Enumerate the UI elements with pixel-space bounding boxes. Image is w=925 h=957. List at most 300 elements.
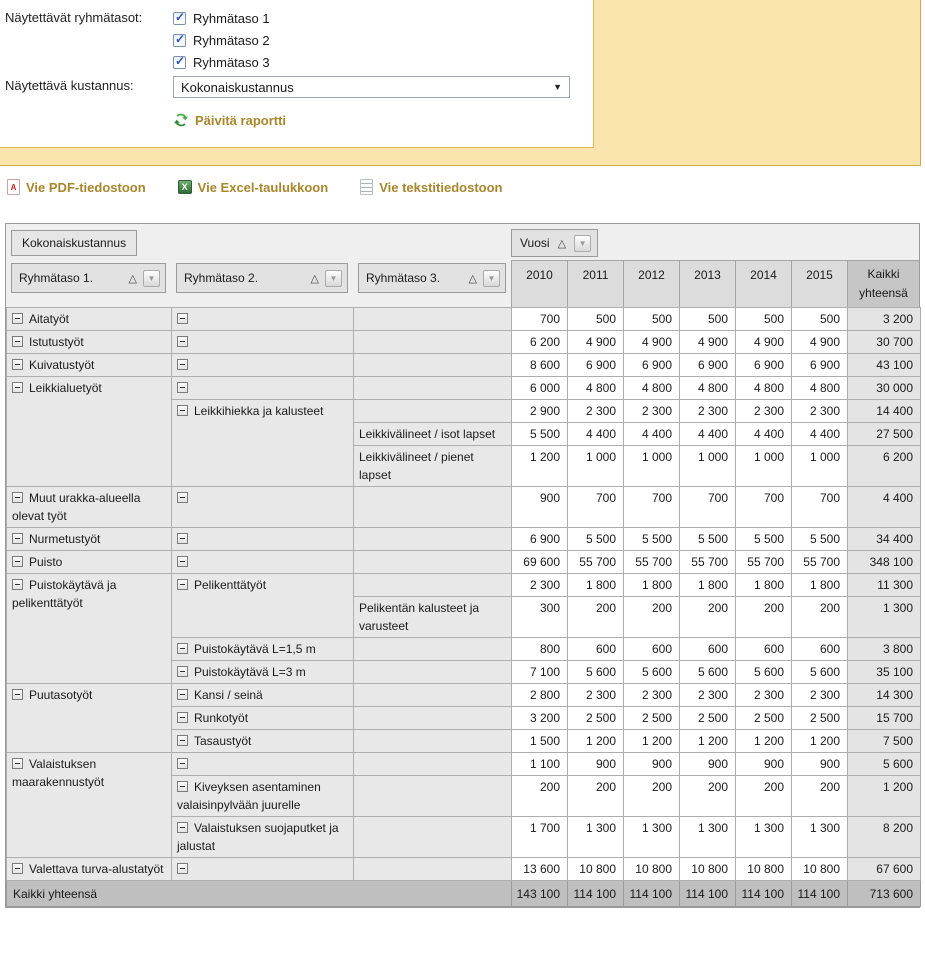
value-cell: 10 800 xyxy=(680,858,736,881)
group-level-3-cell xyxy=(354,638,512,661)
row-field-ryhmataso-2[interactable] xyxy=(176,263,348,293)
group-level-checkbox-1[interactable] xyxy=(173,7,270,29)
collapse-icon[interactable] xyxy=(12,863,23,874)
group-level-2-cell: Leikkihiekka ja kalusteet xyxy=(172,400,354,487)
group-level-1-cell: Leikkialuetyöt xyxy=(7,377,172,487)
vuosi-dropdown-button[interactable]: ▼ xyxy=(574,235,591,252)
value-cell: 6 900 xyxy=(512,528,568,551)
value-cell: 10 800 xyxy=(624,858,680,881)
value-cell: 7 100 xyxy=(512,661,568,684)
row-total-cell: 35 100 xyxy=(848,661,921,684)
value-cell: 1 500 xyxy=(512,730,568,753)
row-total-cell: 67 600 xyxy=(848,858,921,881)
group-level-2-cell xyxy=(172,487,354,528)
value-cell: 4 900 xyxy=(792,331,848,354)
grand-total-value-cell: 114 100 xyxy=(792,881,848,907)
collapse-icon[interactable] xyxy=(12,359,23,370)
checkbox-label: Ryhmätaso 1 xyxy=(193,10,270,26)
cost-label: Näytettävä kustannus: xyxy=(5,78,134,93)
export-text-link[interactable] xyxy=(360,179,502,195)
text-file-icon xyxy=(360,179,373,195)
group-level-2-cell: Pelikenttätyöt xyxy=(172,574,354,638)
table-row xyxy=(7,354,921,377)
row-total-cell: 14 400 xyxy=(848,400,921,423)
value-cell: 8 600 xyxy=(512,354,568,377)
group-level-3-cell xyxy=(354,730,512,753)
field-dropdown-button[interactable]: ▼ xyxy=(143,270,160,287)
value-cell: 6 900 xyxy=(680,354,736,377)
row-field-label: Ryhmätaso 2. xyxy=(184,271,259,285)
row-total-cell: 4 400 xyxy=(848,487,921,528)
value-cell: 4 400 xyxy=(736,423,792,446)
value-cell: 2 900 xyxy=(512,400,568,423)
export-pdf-link[interactable] xyxy=(7,179,146,195)
value-cell: 900 xyxy=(568,753,624,776)
row-total-cell: 1 300 xyxy=(848,597,921,638)
value-cell: 4 400 xyxy=(568,423,624,446)
grand-total-value-cell: 114 100 xyxy=(680,881,736,907)
value-cell: 200 xyxy=(680,776,736,817)
value-cell: 5 600 xyxy=(624,661,680,684)
group-level-1-cell: Istutustyöt xyxy=(7,331,172,354)
filter-panel xyxy=(0,0,921,166)
value-cell: 5 600 xyxy=(792,661,848,684)
value-cell: 2 300 xyxy=(624,684,680,707)
value-cell: 5 500 xyxy=(680,528,736,551)
value-cell: 5 500 xyxy=(792,528,848,551)
value-cell: 1 200 xyxy=(736,730,792,753)
row-field-label: Ryhmätaso 1. xyxy=(19,271,94,285)
collapse-icon[interactable] xyxy=(177,382,188,393)
row-total-cell: 43 100 xyxy=(848,354,921,377)
group-level-3-cell xyxy=(354,331,512,354)
group-level-3-cell: Leikkivälineet / pienet lapset xyxy=(354,446,512,487)
year-column-header: 2015 xyxy=(791,260,847,307)
value-cell: 1 000 xyxy=(680,446,736,487)
pivot-table xyxy=(5,223,920,908)
value-cell: 5 600 xyxy=(680,661,736,684)
value-cell: 900 xyxy=(512,487,568,528)
value-cell: 5 500 xyxy=(736,528,792,551)
checkbox-icon[interactable] xyxy=(173,53,186,69)
value-cell: 1 800 xyxy=(568,574,624,597)
value-cell: 55 700 xyxy=(680,551,736,574)
value-cell: 2 300 xyxy=(624,400,680,423)
group-level-2-cell: Puistokäytävä L=1,5 m xyxy=(172,638,354,661)
value-cell: 10 800 xyxy=(792,858,848,881)
value-cell: 1 200 xyxy=(568,730,624,753)
value-cell: 69 600 xyxy=(512,551,568,574)
value-cell: 1 000 xyxy=(736,446,792,487)
value-cell: 500 xyxy=(792,308,848,331)
value-cell: 600 xyxy=(568,638,624,661)
grand-total-value-cell: 114 100 xyxy=(568,881,624,907)
collapse-icon[interactable] xyxy=(177,492,188,503)
checkbox-tick-icon: ✓ xyxy=(175,53,186,68)
value-cell: 4 400 xyxy=(624,423,680,446)
select-arrow-icon: ▼ xyxy=(553,82,562,92)
value-cell: 1 800 xyxy=(792,574,848,597)
table-row xyxy=(7,551,921,574)
table-row xyxy=(7,528,921,551)
row-total-cell: 14 300 xyxy=(848,684,921,707)
collapse-icon[interactable] xyxy=(12,556,23,567)
row-total-cell: 15 700 xyxy=(848,707,921,730)
row-total-cell: 3 800 xyxy=(848,638,921,661)
value-cell: 700 xyxy=(680,487,736,528)
value-cell: 13 600 xyxy=(512,858,568,881)
value-cell: 5 500 xyxy=(512,423,568,446)
value-cell: 6 900 xyxy=(792,354,848,377)
checkbox-tick-icon: ✓ xyxy=(175,9,186,24)
value-cell: 1 200 xyxy=(512,446,568,487)
value-cell: 200 xyxy=(624,776,680,817)
table-row xyxy=(7,574,921,597)
export-excel-label: Vie Excel-taulukkoon xyxy=(197,179,329,195)
sort-ascending-icon[interactable]: △ xyxy=(557,237,567,250)
value-cell: 4 800 xyxy=(680,377,736,400)
total-column-header: Kaikki yhteensä xyxy=(847,260,919,307)
checkbox-tick-icon: ✓ xyxy=(175,31,186,46)
group-level-1-cell: Kuivatustyöt xyxy=(7,354,172,377)
column-field-vuosi[interactable] xyxy=(511,229,598,257)
group-level-3-cell xyxy=(354,776,512,817)
table-row xyxy=(7,753,921,776)
value-cell: 900 xyxy=(680,753,736,776)
table-row xyxy=(7,331,921,354)
value-cell: 1 300 xyxy=(624,817,680,858)
table-row xyxy=(7,377,921,400)
collapse-icon[interactable] xyxy=(177,689,188,700)
value-cell: 2 500 xyxy=(680,707,736,730)
value-cell: 1 300 xyxy=(736,817,792,858)
group-level-2-cell xyxy=(172,551,354,574)
value-cell: 6 900 xyxy=(624,354,680,377)
group-level-2-cell: Puistokäytävä L=3 m xyxy=(172,661,354,684)
excel-file-icon: X xyxy=(178,180,192,194)
value-cell: 900 xyxy=(736,753,792,776)
collapse-icon[interactable] xyxy=(177,643,188,654)
value-cell: 4 800 xyxy=(624,377,680,400)
group-level-3-cell xyxy=(354,400,512,423)
group-level-1-cell: Muut urakka-alueella olevat työt xyxy=(7,487,172,528)
row-field-ryhmataso-3[interactable] xyxy=(358,263,506,293)
value-cell: 6 000 xyxy=(512,377,568,400)
collapse-icon[interactable] xyxy=(177,735,188,746)
row-total-cell: 1 200 xyxy=(848,776,921,817)
grand-total-value-cell: 143 100 xyxy=(512,881,568,907)
year-column-header: 2011 xyxy=(567,260,623,307)
row-total-cell: 7 500 xyxy=(848,730,921,753)
value-cell: 6 900 xyxy=(736,354,792,377)
checkbox-icon[interactable] xyxy=(173,31,186,47)
year-header-row xyxy=(511,260,919,307)
group-level-3-cell xyxy=(354,707,512,730)
group-level-2-cell xyxy=(172,753,354,776)
group-level-2-cell: Tasaustyöt xyxy=(172,730,354,753)
measure-field-button[interactable]: Kokonaiskustannus xyxy=(11,230,137,256)
group-level-2-cell xyxy=(172,354,354,377)
collapse-icon[interactable] xyxy=(177,556,188,567)
group-level-3-cell: Leikkivälineet / isot lapset xyxy=(354,423,512,446)
group-level-1-cell: Aitatyöt xyxy=(7,308,172,331)
grand-total-row xyxy=(7,881,921,907)
collapse-icon[interactable] xyxy=(12,533,23,544)
value-cell: 2 300 xyxy=(792,400,848,423)
checkbox-icon[interactable] xyxy=(173,9,186,25)
value-cell: 1 000 xyxy=(792,446,848,487)
value-cell: 200 xyxy=(736,776,792,817)
value-cell: 1 800 xyxy=(680,574,736,597)
row-total-cell: 27 500 xyxy=(848,423,921,446)
value-cell: 4 800 xyxy=(736,377,792,400)
value-cell: 6 900 xyxy=(568,354,624,377)
value-cell: 4 800 xyxy=(568,377,624,400)
group-level-2-cell xyxy=(172,377,354,400)
collapse-icon[interactable] xyxy=(177,666,188,677)
collapse-icon[interactable] xyxy=(177,712,188,723)
value-cell: 1 800 xyxy=(624,574,680,597)
cost-select-value: Kokonaiskustannus xyxy=(181,79,294,95)
value-cell: 6 200 xyxy=(512,331,568,354)
collapse-icon[interactable] xyxy=(177,533,188,544)
group-level-3-cell xyxy=(354,377,512,400)
value-cell: 200 xyxy=(568,597,624,638)
group-level-3-cell xyxy=(354,308,512,331)
value-cell: 1 200 xyxy=(792,730,848,753)
value-cell: 200 xyxy=(624,597,680,638)
collapse-icon[interactable] xyxy=(12,382,23,393)
collapse-icon[interactable] xyxy=(177,863,188,874)
value-cell: 600 xyxy=(680,638,736,661)
cost-select[interactable] xyxy=(173,76,570,98)
group-level-3-cell xyxy=(354,551,512,574)
value-cell: 1 300 xyxy=(792,817,848,858)
pdf-file-icon: A xyxy=(7,179,20,195)
value-cell: 55 700 xyxy=(736,551,792,574)
pivot-header xyxy=(6,224,919,307)
filter-form xyxy=(0,0,594,148)
checkbox-label: Ryhmätaso 2 xyxy=(193,32,270,48)
value-cell: 1 700 xyxy=(512,817,568,858)
value-cell: 900 xyxy=(624,753,680,776)
row-total-cell: 5 600 xyxy=(848,753,921,776)
group-level-checkbox-group xyxy=(173,7,270,73)
value-cell: 1 200 xyxy=(680,730,736,753)
group-level-2-cell xyxy=(172,858,354,881)
value-cell: 500 xyxy=(680,308,736,331)
row-total-cell: 6 200 xyxy=(848,446,921,487)
value-cell: 2 300 xyxy=(680,400,736,423)
field-dropdown-button[interactable]: ▼ xyxy=(325,270,342,287)
collapse-icon[interactable] xyxy=(177,405,188,416)
row-total-cell: 30 700 xyxy=(848,331,921,354)
value-cell: 5 500 xyxy=(624,528,680,551)
row-total-cell: 34 400 xyxy=(848,528,921,551)
group-level-2-cell: Valaistuksen suojaputket ja jalustat xyxy=(172,817,354,858)
group-level-3-cell xyxy=(354,661,512,684)
value-cell: 4 900 xyxy=(736,331,792,354)
value-cell: 200 xyxy=(568,776,624,817)
collapse-icon[interactable] xyxy=(177,336,188,347)
group-level-2-cell: Runkotyöt xyxy=(172,707,354,730)
table-row xyxy=(7,858,921,881)
value-cell: 1 000 xyxy=(568,446,624,487)
grand-total-label: Kaikki yhteensä xyxy=(7,881,512,907)
value-cell: 55 700 xyxy=(624,551,680,574)
value-cell: 2 300 xyxy=(568,684,624,707)
collapse-icon[interactable] xyxy=(12,689,23,700)
group-level-2-cell xyxy=(172,331,354,354)
export-text-label: Vie tekstitiedostoon xyxy=(379,179,503,195)
value-cell: 700 xyxy=(736,487,792,528)
value-cell: 55 700 xyxy=(568,551,624,574)
refresh-report-link[interactable]: Päivitä raportti xyxy=(195,112,287,128)
value-cell: 1 300 xyxy=(568,817,624,858)
value-cell: 200 xyxy=(736,597,792,638)
sort-ascending-icon[interactable]: △ xyxy=(468,272,477,285)
collapse-icon[interactable] xyxy=(12,336,23,347)
value-cell: 2 300 xyxy=(568,400,624,423)
value-cell: 500 xyxy=(624,308,680,331)
value-cell: 4 400 xyxy=(680,423,736,446)
group-level-3-cell xyxy=(354,487,512,528)
checkbox-label: Ryhmätaso 3 xyxy=(193,54,270,70)
group-level-3-cell xyxy=(354,684,512,707)
value-cell: 900 xyxy=(792,753,848,776)
row-total-cell: 11 300 xyxy=(848,574,921,597)
value-cell: 300 xyxy=(512,597,568,638)
collapse-icon[interactable] xyxy=(12,579,23,590)
collapse-icon[interactable] xyxy=(177,781,188,792)
collapse-icon[interactable] xyxy=(12,758,23,769)
group-level-3-cell xyxy=(354,528,512,551)
value-cell: 4 900 xyxy=(568,331,624,354)
vuosi-label: Vuosi xyxy=(520,236,550,250)
value-cell: 1 200 xyxy=(624,730,680,753)
collapse-icon[interactable] xyxy=(12,492,23,503)
value-cell: 2 500 xyxy=(624,707,680,730)
group-level-checkbox-3[interactable] xyxy=(173,51,270,73)
grand-total-value-cell: 114 100 xyxy=(736,881,792,907)
value-cell: 1 000 xyxy=(624,446,680,487)
value-cell: 55 700 xyxy=(792,551,848,574)
export-bar xyxy=(7,177,925,197)
row-total-cell: 30 000 xyxy=(848,377,921,400)
sort-ascending-icon[interactable]: △ xyxy=(310,272,319,285)
row-field-ryhmataso-1[interactable] xyxy=(11,263,166,293)
group-level-1-cell: Valettava turva-alustatyöt xyxy=(7,858,172,881)
value-cell: 2 300 xyxy=(680,684,736,707)
year-column-header: 2013 xyxy=(679,260,735,307)
value-cell: 200 xyxy=(512,776,568,817)
value-cell: 700 xyxy=(624,487,680,528)
value-cell: 1 800 xyxy=(736,574,792,597)
value-cell: 700 xyxy=(568,487,624,528)
value-cell: 800 xyxy=(512,638,568,661)
year-column-header: 2012 xyxy=(623,260,679,307)
value-cell: 2 500 xyxy=(568,707,624,730)
value-cell: 600 xyxy=(736,638,792,661)
group-levels-label: Näytettävät ryhmätasot: xyxy=(5,10,143,25)
group-level-2-cell: Kansi / seinä xyxy=(172,684,354,707)
collapse-icon[interactable] xyxy=(177,822,188,833)
value-cell: 5 600 xyxy=(568,661,624,684)
row-total-cell: 8 200 xyxy=(848,817,921,858)
table-row xyxy=(7,487,921,528)
value-cell: 700 xyxy=(792,487,848,528)
export-excel-link[interactable] xyxy=(178,180,329,195)
group-level-2-cell xyxy=(172,528,354,551)
value-cell: 2 300 xyxy=(512,574,568,597)
export-pdf-label: Vie PDF-tiedostoon xyxy=(26,179,146,195)
value-cell: 600 xyxy=(792,638,848,661)
value-cell: 4 900 xyxy=(680,331,736,354)
collapse-icon[interactable] xyxy=(177,313,188,324)
group-level-1-cell: Puistokäytävä ja pelikenttätyöt xyxy=(7,574,172,684)
row-field-label: Ryhmätaso 3. xyxy=(366,271,441,285)
value-cell: 5 500 xyxy=(568,528,624,551)
group-level-2-cell xyxy=(172,308,354,331)
value-cell: 3 200 xyxy=(512,707,568,730)
group-level-3-cell xyxy=(354,858,512,881)
group-level-3-cell: Pelikentän kalusteet ja varusteet xyxy=(354,597,512,638)
value-cell: 1 300 xyxy=(680,817,736,858)
sort-ascending-icon[interactable]: △ xyxy=(128,272,137,285)
grand-total-value-cell: 114 100 xyxy=(624,881,680,907)
value-cell: 1 100 xyxy=(512,753,568,776)
year-column-header: 2010 xyxy=(511,260,567,307)
value-cell: 2 300 xyxy=(736,400,792,423)
value-cell: 2 300 xyxy=(736,684,792,707)
value-cell: 10 800 xyxy=(568,858,624,881)
group-level-3-cell xyxy=(354,354,512,377)
value-cell: 500 xyxy=(736,308,792,331)
row-total-cell: 3 200 xyxy=(848,308,921,331)
value-cell: 2 800 xyxy=(512,684,568,707)
collapse-icon[interactable] xyxy=(177,579,188,590)
value-cell: 2 500 xyxy=(736,707,792,730)
value-cell: 4 900 xyxy=(624,331,680,354)
value-cell: 700 xyxy=(512,308,568,331)
value-cell: 200 xyxy=(680,597,736,638)
grand-total-sum-cell: 713 600 xyxy=(848,881,921,907)
refresh-icon xyxy=(173,112,189,128)
group-level-3-cell xyxy=(354,817,512,858)
value-cell: 4 800 xyxy=(792,377,848,400)
value-cell: 200 xyxy=(792,597,848,638)
group-level-3-cell xyxy=(354,574,512,597)
value-cell: 2 500 xyxy=(792,707,848,730)
pivot-grid xyxy=(6,307,921,907)
group-level-1-cell: Nurmetustyöt xyxy=(7,528,172,551)
value-cell: 5 600 xyxy=(736,661,792,684)
group-level-checkbox-2[interactable] xyxy=(173,29,270,51)
collapse-icon[interactable] xyxy=(12,313,23,324)
group-level-1-cell: Puutasotyöt xyxy=(7,684,172,753)
value-cell: 4 400 xyxy=(792,423,848,446)
collapse-icon[interactable] xyxy=(177,359,188,370)
group-level-1-cell: Valaistuksen maarakennustyöt xyxy=(7,753,172,858)
field-dropdown-button[interactable]: ▼ xyxy=(483,270,500,287)
row-total-cell: 348 100 xyxy=(848,551,921,574)
group-level-2-cell: Kiveyksen asentaminen valaisinpylvään juurelle xyxy=(172,776,354,817)
table-row xyxy=(7,308,921,331)
year-column-header: 2014 xyxy=(735,260,791,307)
group-level-1-cell: Puisto xyxy=(7,551,172,574)
value-cell: 10 800 xyxy=(736,858,792,881)
collapse-icon[interactable] xyxy=(177,758,188,769)
